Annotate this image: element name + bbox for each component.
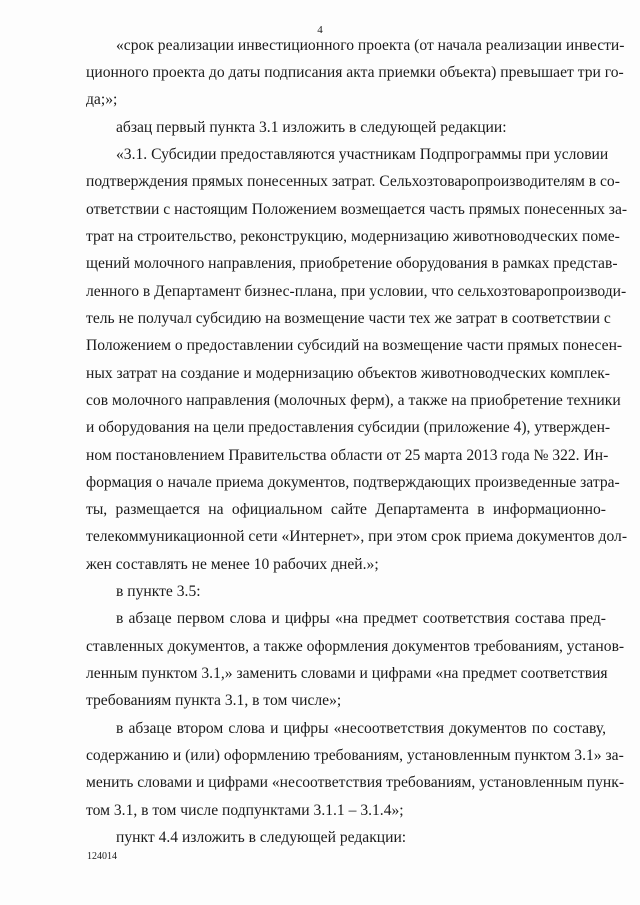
page-number: 4 bbox=[317, 24, 323, 36]
text-line: сов молочного направления (молочных ферм), а также на приобретение техники bbox=[86, 392, 621, 409]
text-line: ном постановлением Правительства области от 25 марта 2013 года № 322. Ин- bbox=[86, 447, 609, 464]
text-line: в абзаце первом слова и цифры «на предмет соответствия состава пред- bbox=[116, 610, 606, 627]
text-line: ленного в Департамент бизнес-плана, при условии, что сельхозтоваропроизводи- bbox=[86, 283, 627, 300]
text-line: телекоммуникационной сети «Интернет», при этом срок приема документов дол- bbox=[86, 528, 628, 545]
text-line: ответствии с настоящим Положением возмещается часть прямых понесенных за- bbox=[86, 201, 628, 218]
text-line: Положением о предоставлении субсидий на возмещение части прямых понесен- bbox=[86, 337, 623, 354]
text-line: ционного проекта до даты подписания акта приемки объекта) превышает три го- bbox=[86, 64, 624, 81]
text-line: ты, размещается на официальном сайте Департамента в информационно- bbox=[86, 501, 606, 518]
text-line: «3.1. Субсидии предоставляются участникам Подпрограммы при условии bbox=[116, 146, 609, 163]
text-line: в абзаце втором слова и цифры «несоответствия документов по составу, bbox=[116, 720, 606, 737]
text-line: тель не получал субсидию на возмещение части тех же затрат в соответствии с bbox=[86, 310, 611, 327]
text-line: в пункте 3.5: bbox=[116, 583, 201, 600]
text-line: содержанию и (или) оформлению требованиям, установленным пунктом 3.1» за- bbox=[86, 747, 624, 764]
text-line: щений молочного направления, приобретение оборудования в рамках представ- bbox=[86, 255, 618, 272]
text-line: да;»; bbox=[86, 91, 118, 108]
text-line: требованиям пункта 3.1, в том числе»; bbox=[86, 692, 342, 709]
text-line: «срок реализации инвестиционного проекта (от начала реализации инвести- bbox=[116, 37, 625, 54]
text-line: трат на строительство, реконструкцию, модернизацию животноводческих поме- bbox=[86, 228, 620, 245]
text-line: и оборудования на цели предоставления субсидии (приложение 4), утвержден- bbox=[86, 419, 611, 436]
text-line: ставленных документов, а также оформления документов требованиям, установ- bbox=[86, 638, 625, 655]
text-line: том 3.1, в том числе подпунктами 3.1.1 – 3.1.4»; bbox=[86, 802, 404, 819]
text-line: подтверждения прямых понесенных затрат. Сельхозтоваропроизводителям в со- bbox=[86, 173, 620, 190]
text-line: менить словами и цифрами «несоответствия требованиям, установленным пунк- bbox=[86, 774, 625, 791]
text-line: абзац первый пункта 3.1 изложить в следующей редакции: bbox=[116, 119, 507, 136]
document-code: 124014 bbox=[87, 851, 117, 862]
text-line: ных затрат на создание и модернизацию объектов животноводческих комплек- bbox=[86, 365, 610, 382]
text-line: ленным пунктом 3.1,» заменить словами и цифрами «на предмет соответствия bbox=[86, 665, 608, 682]
text-line: жен составлять не менее 10 рабочих дней.»; bbox=[86, 556, 379, 573]
text-line: пункт 4.4 изложить в следующей редакции: bbox=[116, 829, 407, 846]
text-line: формация о начале приема документов, подтверждающих произведенные затра- bbox=[86, 474, 620, 491]
